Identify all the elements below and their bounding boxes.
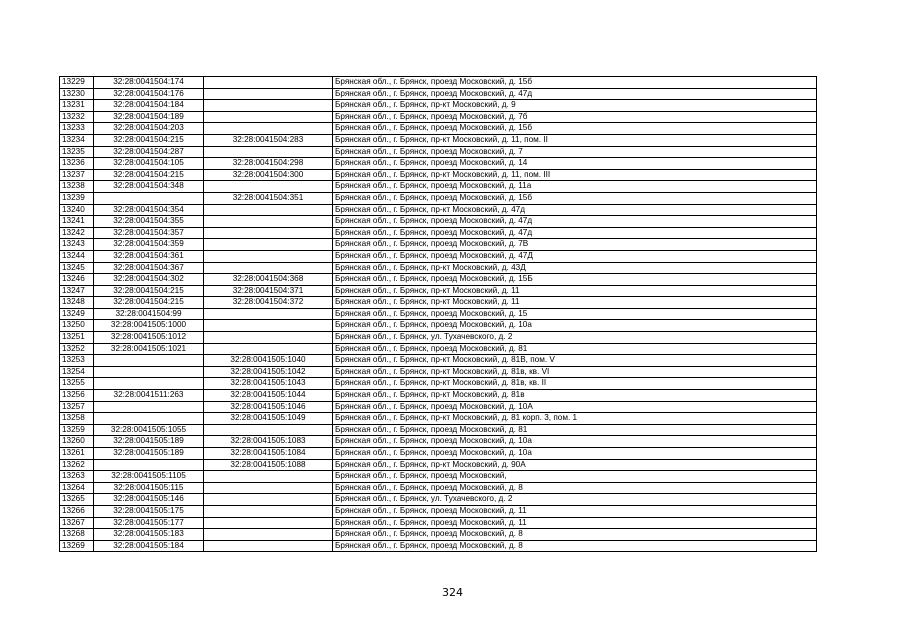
row-number-cell: 13252: [60, 343, 94, 355]
row-number-cell: 13265: [60, 494, 94, 506]
parent-cadastral-number-cell: [204, 505, 333, 517]
parent-cadastral-number-cell: 32:28:0041505:1088: [204, 459, 333, 471]
cadastral-number-cell: 32:28:0041504:105: [94, 158, 204, 170]
table-row: [60, 134, 817, 146]
cadastral-number-cell: 32:28:0041505:189: [94, 448, 204, 460]
row-number-cell: 13243: [60, 239, 94, 251]
address-cell: Брянская обл., г. Брянск, проезд Московский, д. 10а: [333, 436, 817, 448]
address-cell: Брянская обл., г. Брянск, пр-кт Московский, д. 11, пом. III: [333, 169, 817, 181]
row-number-cell: 13240: [60, 204, 94, 216]
parent-cadastral-number-cell: [204, 181, 333, 193]
parent-cadastral-number-cell: [204, 332, 333, 344]
table-row: [60, 100, 817, 112]
cadastral-number-cell: [94, 378, 204, 390]
row-number-cell: 13262: [60, 459, 94, 471]
table-row: [60, 181, 817, 193]
row-number-cell: 13244: [60, 250, 94, 262]
table-row: [60, 262, 817, 274]
parent-cadastral-number-cell: 32:28:0041505:1043: [204, 378, 333, 390]
address-cell: Брянская обл., г. Брянск, проезд Московский, д. 7: [333, 146, 817, 158]
parent-cadastral-number-cell: [204, 320, 333, 332]
cadastral-number-cell: [94, 192, 204, 204]
parent-cadastral-number-cell: [204, 262, 333, 274]
row-number-cell: 13251: [60, 332, 94, 344]
cadastral-number-cell: 32:28:0041504:184: [94, 100, 204, 112]
parent-cadastral-number-cell: [204, 529, 333, 541]
parent-cadastral-number-cell: [204, 308, 333, 320]
cadastral-number-cell: 32:28:0041504:215: [94, 169, 204, 181]
row-number-cell: 13239: [60, 192, 94, 204]
registry-table: [59, 76, 817, 552]
cadastral-number-cell: 32:28:0041504:287: [94, 146, 204, 158]
row-number-cell: 13261: [60, 448, 94, 460]
cadastral-number-cell: 32:28:0041504:215: [94, 285, 204, 297]
cadastral-number-cell: 32:28:0041504:215: [94, 297, 204, 309]
table-row: [60, 459, 817, 471]
address-cell: Брянская обл., г. Брянск, проезд Московский, д. 10А: [333, 401, 817, 413]
parent-cadastral-number-cell: 32:28:0041505:1040: [204, 355, 333, 367]
parent-cadastral-number-cell: 32:28:0041504:298: [204, 158, 333, 170]
cadastral-number-cell: [94, 366, 204, 378]
row-number-cell: 13263: [60, 471, 94, 483]
address-cell: Брянская обл., г. Брянск, проезд Московский, д. 14: [333, 158, 817, 170]
parent-cadastral-number-cell: 32:28:0041504:372: [204, 297, 333, 309]
parent-cadastral-number-cell: [204, 100, 333, 112]
address-cell: Брянская обл., г. Брянск, проезд Московский, д. 10а: [333, 320, 817, 332]
parent-cadastral-number-cell: 32:28:0041505:1046: [204, 401, 333, 413]
table-row: [60, 77, 817, 89]
cadastral-number-cell: 32:28:0041505:1000: [94, 320, 204, 332]
address-cell: Брянская обл., г. Брянск, пр-кт Московский, д. 9: [333, 100, 817, 112]
parent-cadastral-number-cell: [204, 540, 333, 552]
table-row: [60, 158, 817, 170]
table-row: [60, 494, 817, 506]
table-row: [60, 297, 817, 309]
cadastral-number-cell: 32:28:0041505:183: [94, 529, 204, 541]
address-cell: Брянская обл., г. Брянск, проезд Московский, д. 10а: [333, 448, 817, 460]
cadastral-number-cell: 32:28:0041504:354: [94, 204, 204, 216]
cadastral-number-cell: 32:28:0041504:357: [94, 227, 204, 239]
row-number-cell: 13269: [60, 540, 94, 552]
table-row: [60, 355, 817, 367]
cadastral-number-cell: 32:28:0041505:1105: [94, 471, 204, 483]
table-row: [60, 204, 817, 216]
row-number-cell: 13231: [60, 100, 94, 112]
table-row: [60, 111, 817, 123]
cadastral-number-cell: 32:28:0041505:1021: [94, 343, 204, 355]
address-cell: Брянская обл., г. Брянск, проезд Московский, д. 15Б: [333, 274, 817, 286]
parent-cadastral-number-cell: 32:28:0041504:371: [204, 285, 333, 297]
cadastral-number-cell: 32:28:0041504:174: [94, 77, 204, 89]
row-number-cell: 13264: [60, 482, 94, 494]
cadastral-number-cell: 32:28:0041504:99: [94, 308, 204, 320]
parent-cadastral-number-cell: [204, 146, 333, 158]
address-cell: Брянская обл., г. Брянск, проезд Московский, д. 8: [333, 540, 817, 552]
table-row: [60, 436, 817, 448]
row-number-cell: 13236: [60, 158, 94, 170]
cadastral-number-cell: 32:28:0041511:263: [94, 390, 204, 402]
cadastral-number-cell: 32:28:0041505:189: [94, 436, 204, 448]
table-row: [60, 239, 817, 251]
cadastral-number-cell: [94, 413, 204, 425]
row-number-cell: 13232: [60, 111, 94, 123]
parent-cadastral-number-cell: [204, 111, 333, 123]
address-cell: Брянская обл., г. Брянск, проезд Московский, д. 8: [333, 529, 817, 541]
parent-cadastral-number-cell: 32:28:0041505:1044: [204, 390, 333, 402]
table-row: [60, 250, 817, 262]
cadastral-number-cell: 32:28:0041504:302: [94, 274, 204, 286]
address-cell: Брянская обл., г. Брянск, проезд Московский, д. 15б: [333, 123, 817, 135]
row-number-cell: 13260: [60, 436, 94, 448]
address-cell: Брянская обл., г. Брянск, проезд Московский, д. 7б: [333, 111, 817, 123]
row-number-cell: 13253: [60, 355, 94, 367]
address-cell: Брянская обл., г. Брянск, проезд Московский, д. 47д: [333, 216, 817, 228]
cadastral-number-cell: [94, 355, 204, 367]
parent-cadastral-number-cell: 32:28:0041504:300: [204, 169, 333, 181]
row-number-cell: 13230: [60, 88, 94, 100]
address-cell: Брянская обл., г. Брянск, проезд Московский, д. 7В: [333, 239, 817, 251]
table-row: [60, 390, 817, 402]
parent-cadastral-number-cell: [204, 216, 333, 228]
address-cell: Брянская обл., г. Брянск, пр-кт Московский, д. 81в: [333, 390, 817, 402]
table-row: [60, 274, 817, 286]
address-cell: Брянская обл., г. Брянск, проезд Московский, д. 47д: [333, 227, 817, 239]
table-row: [60, 88, 817, 100]
table-row: [60, 424, 817, 436]
address-cell: Брянская обл., г. Брянск, пр-кт Московский, д. 11: [333, 285, 817, 297]
table-row: [60, 529, 817, 541]
parent-cadastral-number-cell: 32:28:0041505:1084: [204, 448, 333, 460]
parent-cadastral-number-cell: 32:28:0041504:351: [204, 192, 333, 204]
table-row: [60, 332, 817, 344]
table-row: [60, 505, 817, 517]
cadastral-number-cell: 32:28:0041504:355: [94, 216, 204, 228]
table-row: [60, 320, 817, 332]
cadastral-number-cell: 32:28:0041504:367: [94, 262, 204, 274]
table-row: [60, 308, 817, 320]
table-row: [60, 285, 817, 297]
table-row: [60, 517, 817, 529]
parent-cadastral-number-cell: [204, 123, 333, 135]
cadastral-number-cell: 32:28:0041505:177: [94, 517, 204, 529]
address-cell: Брянская обл., г. Брянск, проезд Московский, д. 15б: [333, 192, 817, 204]
row-number-cell: 13245: [60, 262, 94, 274]
parent-cadastral-number-cell: [204, 88, 333, 100]
parent-cadastral-number-cell: [204, 227, 333, 239]
row-number-cell: 13250: [60, 320, 94, 332]
cadastral-number-cell: 32:28:0041504:361: [94, 250, 204, 262]
cadastral-number-cell: 32:28:0041505:184: [94, 540, 204, 552]
parent-cadastral-number-cell: [204, 494, 333, 506]
parent-cadastral-number-cell: [204, 424, 333, 436]
cadastral-number-cell: 32:28:0041504:189: [94, 111, 204, 123]
address-cell: Брянская обл., г. Брянск, проезд Московский, д. 15: [333, 308, 817, 320]
parent-cadastral-number-cell: [204, 517, 333, 529]
address-cell: Брянская обл., г. Брянск, проезд Московский, д. 81: [333, 424, 817, 436]
row-number-cell: 13266: [60, 505, 94, 517]
cadastral-number-cell: 32:28:0041504:359: [94, 239, 204, 251]
row-number-cell: 13255: [60, 378, 94, 390]
parent-cadastral-number-cell: [204, 239, 333, 251]
address-cell: Брянская обл., г. Брянск, проезд Московский, д. 11: [333, 517, 817, 529]
row-number-cell: 13233: [60, 123, 94, 135]
table-row: [60, 123, 817, 135]
table-row: [60, 413, 817, 425]
cadastral-number-cell: 32:28:0041504:215: [94, 134, 204, 146]
cadastral-number-cell: [94, 459, 204, 471]
parent-cadastral-number-cell: 32:28:0041505:1083: [204, 436, 333, 448]
address-cell: Брянская обл., г. Брянск, ул. Тухачевского, д. 2: [333, 494, 817, 506]
row-number-cell: 13246: [60, 274, 94, 286]
row-number-cell: 13235: [60, 146, 94, 158]
address-cell: Брянская обл., г. Брянск, проезд Московский, д. 11: [333, 505, 817, 517]
table-row: [60, 366, 817, 378]
address-cell: Брянская обл., г. Брянск, проезд Московский,: [333, 471, 817, 483]
address-cell: Брянская обл., г. Брянск, проезд Московский, д. 8: [333, 482, 817, 494]
address-cell: Брянская обл., г. Брянск, пр-кт Московский, д. 81в, кв. VI: [333, 366, 817, 378]
row-number-cell: 13254: [60, 366, 94, 378]
parent-cadastral-number-cell: 32:28:0041505:1049: [204, 413, 333, 425]
table-row: [60, 146, 817, 158]
table-row: [60, 378, 817, 390]
address-cell: Брянская обл., г. Брянск, проезд Московский, д. 15б: [333, 77, 817, 89]
address-cell: Брянская обл., г. Брянск, пр-кт Московский, д. 47д: [333, 204, 817, 216]
table-row: [60, 216, 817, 228]
parent-cadastral-number-cell: [204, 250, 333, 262]
row-number-cell: 13258: [60, 413, 94, 425]
page-number: 324: [442, 586, 463, 599]
address-cell: Брянская обл., г. Брянск, пр-кт Московский, д. 90А: [333, 459, 817, 471]
table-row: [60, 540, 817, 552]
address-cell: Брянская обл., г. Брянск, проезд Московский, д. 47Д: [333, 250, 817, 262]
cadastral-number-cell: 32:28:0041504:203: [94, 123, 204, 135]
address-cell: Брянская обл., г. Брянск, ул. Тухачевского, д. 2: [333, 332, 817, 344]
table-row: [60, 227, 817, 239]
parent-cadastral-number-cell: 32:28:0041505:1042: [204, 366, 333, 378]
row-number-cell: 13267: [60, 517, 94, 529]
row-number-cell: 13256: [60, 390, 94, 402]
address-cell: Брянская обл., г. Брянск, пр-кт Московский, д. 81 корп. 3, пом. 1: [333, 413, 817, 425]
table-row: [60, 343, 817, 355]
cadastral-number-cell: 32:28:0041505:175: [94, 505, 204, 517]
row-number-cell: 13248: [60, 297, 94, 309]
cadastral-number-cell: 32:28:0041505:115: [94, 482, 204, 494]
row-number-cell: 13242: [60, 227, 94, 239]
table-row: [60, 169, 817, 181]
cadastral-number-cell: 32:28:0041504:176: [94, 88, 204, 100]
parent-cadastral-number-cell: [204, 77, 333, 89]
registry-table-body: [60, 77, 817, 552]
parent-cadastral-number-cell: [204, 204, 333, 216]
parent-cadastral-number-cell: 32:28:0041504:283: [204, 134, 333, 146]
address-cell: Брянская обл., г. Брянск, проезд Московский, д. 47д: [333, 88, 817, 100]
cadastral-number-cell: 32:28:0041505:146: [94, 494, 204, 506]
row-number-cell: 13241: [60, 216, 94, 228]
cadastral-number-cell: [94, 401, 204, 413]
parent-cadastral-number-cell: [204, 482, 333, 494]
address-cell: Брянская обл., г. Брянск, пр-кт Московский, д. 43Д: [333, 262, 817, 274]
row-number-cell: 13257: [60, 401, 94, 413]
table-row: [60, 401, 817, 413]
cadastral-number-cell: 32:28:0041505:1055: [94, 424, 204, 436]
address-cell: Брянская обл., г. Брянск, проезд Московский, д. 11а: [333, 181, 817, 193]
row-number-cell: 13238: [60, 181, 94, 193]
table-row: [60, 482, 817, 494]
address-cell: Брянская обл., г. Брянск, пр-кт Московский, д. 11, пом. II: [333, 134, 817, 146]
parent-cadastral-number-cell: 32:28:0041504:368: [204, 274, 333, 286]
row-number-cell: 13229: [60, 77, 94, 89]
address-cell: Брянская обл., г. Брянск, пр-кт Московский, д. 11: [333, 297, 817, 309]
address-cell: Брянская обл., г. Брянск, пр-кт Московский, д. 81В, пом. V: [333, 355, 817, 367]
cadastral-number-cell: 32:28:0041505:1012: [94, 332, 204, 344]
row-number-cell: 13268: [60, 529, 94, 541]
address-cell: Брянская обл., г. Брянск, пр-кт Московский, д. 81в, кв. II: [333, 378, 817, 390]
row-number-cell: 13259: [60, 424, 94, 436]
cadastral-number-cell: 32:28:0041504:348: [94, 181, 204, 193]
table-row: [60, 471, 817, 483]
parent-cadastral-number-cell: [204, 471, 333, 483]
row-number-cell: 13247: [60, 285, 94, 297]
address-cell: Брянская обл., г. Брянск, проезд Московский, д. 81: [333, 343, 817, 355]
row-number-cell: 13234: [60, 134, 94, 146]
row-number-cell: 13237: [60, 169, 94, 181]
parent-cadastral-number-cell: [204, 343, 333, 355]
table-row: [60, 192, 817, 204]
table-row: [60, 448, 817, 460]
row-number-cell: 13249: [60, 308, 94, 320]
